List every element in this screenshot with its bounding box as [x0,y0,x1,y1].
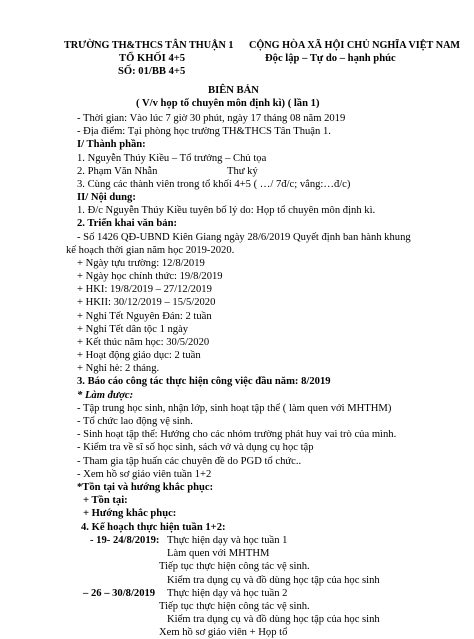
list-item: - Tập trung học sinh, nhận lớp, sinh hoạt tập thể ( làm quen với MHTHM) [77,403,392,414]
list-item: + Nghỉ Tết dân tộc 1 ngày [77,324,189,335]
issue-item: + Tồn tại: [83,495,128,506]
paragraph: 1. Đ/c Nguyễn Thúy Kiều tuyên bố lý do: Họp tổ chuyên môn định kì. [77,205,376,216]
list-item: - Tham gia tập huấn các chuyên đề do PGD tổ chức.. [77,456,302,467]
issues-heading: *Tồn tại và hướng khắc phục: [77,482,214,493]
week-task: Tiếp tục thực hiện công tác vệ sinh. [159,601,310,612]
week-task: Làm quen với MHTHM [167,548,270,559]
week-task: Tiếp tục thực hiện công tác vệ sinh. [159,561,310,572]
list-item: + HKI: 19/8/2019 – 27/12/2019 [77,284,212,295]
member-1: 1. Nguyễn Thúy Kiều – Tổ trưởng – Chủ tọa [77,153,267,164]
motto: Độc lập – Tự do – hạnh phúc [265,53,396,64]
list-item: + Kết thúc năm học: 30/5/2020 [77,337,210,348]
subsection-heading: 3. Báo cáo công tác thực hiện công việc đầu năm: 8/2019 [77,376,331,387]
school-name: TRƯỜNG TH&THCS TÂN THUẬN 1 [64,40,234,51]
document-title: BIÊN BẢN [208,85,259,96]
group-name: TỔ KHỐI 4+5 [119,53,186,64]
week-task: Thực hiện dạy và học tuần 1 [167,535,288,546]
list-item: + Nghỉ hè: 2 tháng. [77,363,160,374]
week-date: - 19- 24/8/2019: [90,535,160,546]
section-heading: I/ Thành phần: [77,139,146,150]
list-item: + Ngày tựu trường: 12/8/2019 [77,258,205,269]
list-item: + Ngày học chính thức: 19/8/2019 [77,271,223,282]
paragraph: kế hoạch thời gian năm học 2019-2020. [66,245,235,256]
week-task: Thực hiện dạy và học tuần 2 [167,588,288,599]
list-item: - Tổ chức lao động vệ sinh. [77,416,193,427]
member-2-role: Thư ký [227,166,258,177]
list-item: - Kiểm tra về sĩ số học sinh, sách vở và dụng cụ học tập [77,442,314,453]
member-others: 3. Cùng các thành viên trong tổ khối 4+5 ( …/ 7đ/c; vắng:…đ/c) [77,179,351,190]
subsection-heading: 2. Triển khai văn bản: [77,218,177,229]
list-item: + Nghỉ Tết Nguyên Đán: 2 tuần [77,311,212,322]
document-number: SỐ: 01/BB 4+5 [118,66,186,77]
section-heading: II/ Nội dung: [77,192,136,203]
meeting-place: - Địa điểm: Tại phòng học trường TH&THCS Tân Thuận 1. [77,126,331,137]
list-item: - Sinh hoạt tập thể: Hướng cho các nhóm trường phát huy vai trò của mình. [77,429,397,440]
document-subject: ( V/v họp tổ chuyên môn định kì) ( lần 1) [136,98,320,109]
week-date: – 26 – 30/8/2019 [83,588,156,599]
week-task: Kiểm tra dụng cụ và đồ dùng học tập của học sinh [167,614,380,625]
meeting-time: - Thời gian: Vào lúc 7 giờ 30 phút, ngày 17 tháng 08 năm 2019 [77,113,346,124]
paragraph: - Số 1426 QĐ-UBND Kiên Giang ngày 28/6/2019 Quyết định ban hành khung [77,232,411,243]
issue-item: + Hướng khắc phục: [83,508,177,519]
list-item: + HKII: 30/12/2019 – 15/5/2020 [77,297,216,308]
member-2: 2. Phạm Văn Nhẫn [77,166,158,177]
week-task: Xem hồ sơ giáo viên + Họp tổ [159,627,288,638]
republic-name: CỘNG HÒA XÃ HỘI CHỦ NGHĨA VIỆT NAM [249,40,461,51]
done-heading: * Làm được: [77,390,134,401]
week-task: Kiểm tra dụng cụ và đồ dùng học tập của học sinh [167,575,380,586]
list-item: + Hoạt động giáo dục: 2 tuần [77,350,201,361]
list-item: - Xem hồ sơ giáo viên tuần 1+2 [77,469,212,480]
subsection-heading: 4. Kế hoạch thực hiện tuần 1+2: [81,522,226,533]
